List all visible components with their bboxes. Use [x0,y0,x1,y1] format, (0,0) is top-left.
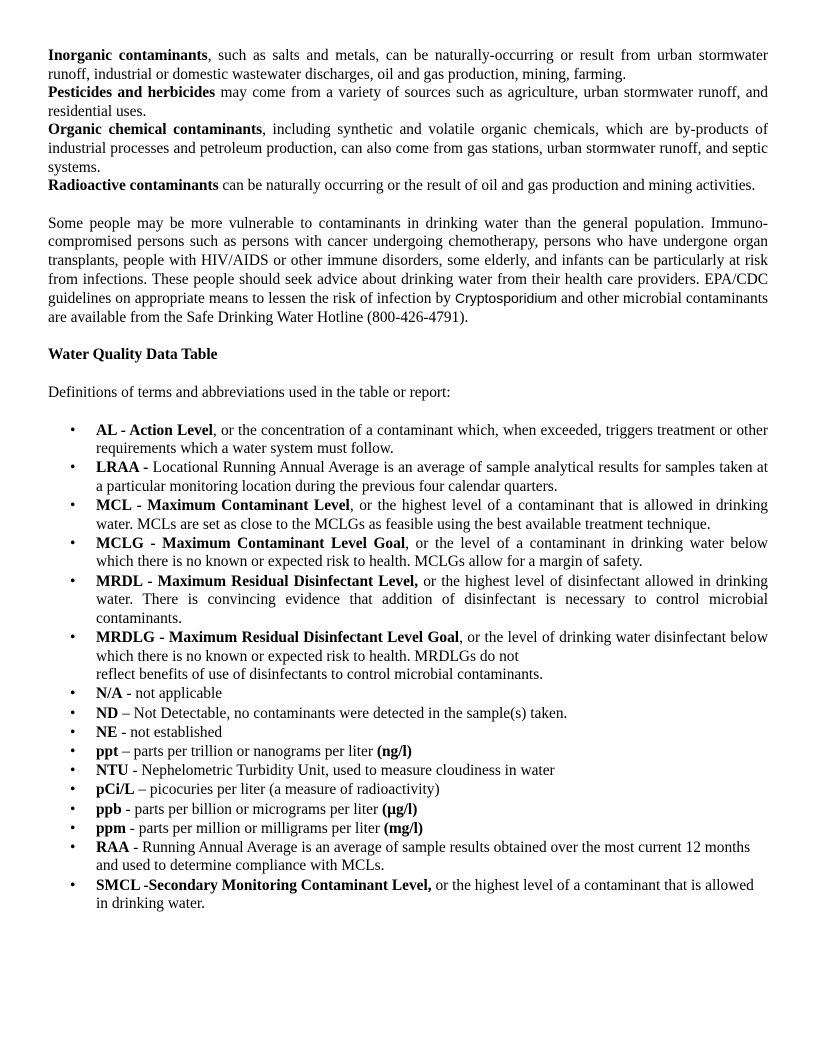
definition-item [48,781,768,800]
definition-term: pCi/L [96,781,135,799]
definition-term: MRDLG - Maximum Residual Disinfectant Level Goal [96,629,460,646]
definition-text: - not established [117,723,223,741]
definition-item [48,724,768,743]
definition-item [48,762,768,781]
definition-item [48,497,768,534]
bullet-icon: • [70,723,76,741]
definition-item [48,685,768,704]
definition-term: NE [96,723,118,741]
definition-term: RAA [96,838,130,856]
bullet-icon: • [70,572,76,590]
definition-text-continued: reflect benefits of use of disinfectants to control microbial contaminants. [96,666,544,684]
definitions-intro: Definitions of terms and abbreviations used in the table or report: [48,383,451,401]
contaminant-text: , such as salts and metals, can be naturally-occurring or result from urban stormwater runoff, industrial or domestic wastewater discharges, oil and gas production, mining, farming. [48,47,768,83]
definition-term: ppm [96,819,126,837]
contaminant-inorganic [48,47,768,84]
definition-item [48,459,768,496]
definition-term: ppt [96,742,119,760]
definition-term: AL - Action Level [96,421,213,439]
definition-item [48,573,768,629]
definition-item [48,629,768,685]
definition-unit: (mg/l) [383,819,424,837]
definition-item [48,877,768,914]
bullet-icon: • [70,762,76,780]
contaminant-term: Inorganic contaminants [48,47,208,64]
bullet-icon: • [70,459,76,477]
contaminant-term: Pesticides and herbicides [48,84,216,102]
contaminant-term: Radioactive contaminants [48,177,219,195]
bullet-icon: • [70,781,76,799]
definition-text: - Running Annual Average is an average of sample results obtained over the most current 12 months and used to determine compliance with MCLs. [96,838,751,875]
definition-term: ppb [96,800,122,818]
definition-term: NTU [96,762,129,780]
bullet-icon: • [70,838,76,856]
definition-item [48,535,768,572]
contaminant-radioactive [48,177,768,196]
bullet-icon: • [70,685,76,703]
definition-text: – picocuries per liter (a measure of radioactivity) [134,781,440,799]
definition-item [48,839,768,876]
definition-text: , or the concentration of a contaminant which, when exceeded, triggers treatment or other requirements which a water system must follow. [96,421,768,458]
contaminant-sources [48,47,768,196]
definition-item [48,705,768,724]
bullet-icon: • [70,704,76,722]
definition-term: SMCL -Secondary Monitoring Contaminant Level, [96,876,432,894]
bullet-icon: • [70,421,76,439]
definition-text: Locational Running Annual Average is an average of sample analytical results for samples taken at a particular monitoring location during the previous four calendar quarters. [96,459,769,495]
definition-text: - not applicable [122,685,223,703]
vulnerable-populations-paragraph: Some people may be more vulnerable to contaminants in drinking water than the general population. Immuno-compromised persons such as persons with cancer undergoing chemotherapy, persons who have undergone organ transplants, people with HIV/AIDS or other immune disorders, some elderly, and infants can be particularly at risk from infections. These people should seek advice about drinking water from their health care providers. EPA/CDC guidelines on appropriate means to lessen the risk of infection by Cryptosporidium and other microbial contaminants are available from the Safe Drinking Water Hotline (800-426-4791). [48,214,768,326]
bullet-icon: • [70,819,76,837]
definition-term: LRAA - [96,459,153,477]
definition-text: – Not Detectable, no contaminants were detected in the sample(s) taken. [118,704,568,722]
definition-text: , or the highest level of a contaminant that is allowed in drinking water. MCLs are set as close to the MCLGs as feasible using the best available treatment technique. [96,497,768,533]
cryptosporidium-term: Cryptosporidium [454,290,557,307]
definition-term: N/A [96,685,123,703]
definition-term: MCL - Maximum Contaminant Level [96,497,350,515]
definition-text: , or the level of a contaminant in drinking water below which there is no known or expected risk to health. MCLGs allow for a margin of safety. [96,534,769,571]
definition-text: , or the level of drinking water disinfectant below which there is no known or expected risk to health. MRDLGs do not [96,629,768,665]
definition-item [48,422,768,459]
contaminant-text: may come from a variety of sources such as agriculture, urban stormwater runoff, and residential uses. [48,84,768,120]
bullet-icon: • [70,497,76,515]
definition-text: - parts per billion or micrograms per liter [121,800,382,818]
definition-unit: (ng/l) [376,742,412,760]
definition-item [48,801,768,820]
definition-text: or the highest level of a contaminant that is allowed in drinking water. [96,876,754,913]
definition-term: MRDL - Maximum Residual Disinfectant Level, [96,572,419,590]
bullet-icon: • [70,534,76,552]
bullet-icon: • [70,800,76,818]
definition-item [48,743,768,762]
definition-term: MCLG - Maximum Contaminant Level Goal [96,534,406,552]
bullet-icon: • [70,742,76,760]
section-heading: Water Quality Data Table [48,346,218,364]
definition-unit: (µg/l) [381,800,418,818]
document-page [48,47,768,914]
definition-item [48,820,768,839]
bullet-icon: • [70,629,76,646]
bullet-icon: • [70,876,76,894]
contaminant-text: can be naturally occurring or the result of oil and gas production and mining activities. [218,177,756,195]
contaminant-pesticides [48,84,768,121]
definitions-list [48,422,768,914]
definition-term: ND [96,704,119,722]
contaminant-organic [48,121,768,177]
definition-text: - Nephelometric Turbidity Unit, used to measure cloudiness in water [128,762,555,780]
contaminant-term: Organic chemical contaminants [48,121,263,139]
contaminant-text: , including synthetic and volatile organic chemicals, which are by-products of industrial processes and petroleum production, can also come from gas stations, urban stormwater runoff, and septic systems. [48,121,768,176]
definition-text: - parts per million or milligrams per liter [125,819,384,837]
definition-text: or the highest level of disinfectant allowed in drinking water. There is convincing evidence that addition of disinfectant is necessary to control microbial contaminants. [96,572,768,627]
definition-text: – parts per trillion or nanograms per liter [118,742,377,760]
